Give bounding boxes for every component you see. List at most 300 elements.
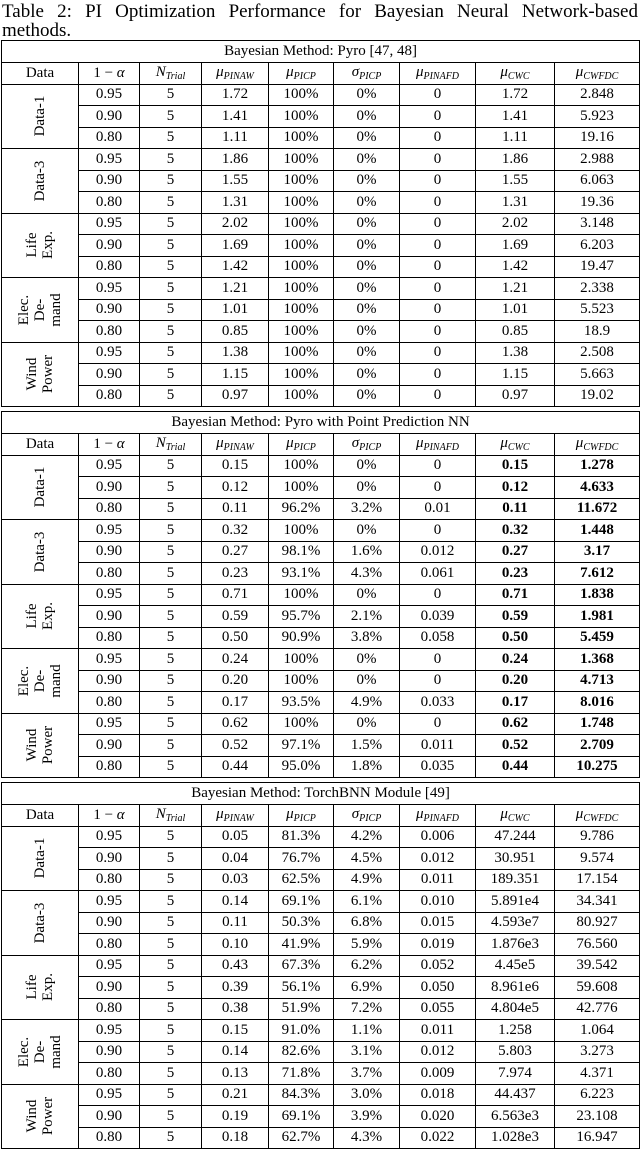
table-cell: 0%: [334, 385, 400, 407]
section-title-row: [2, 783, 640, 805]
dataset-label-line: Data-3: [32, 160, 48, 202]
dataset-label-line: Wind: [24, 728, 40, 762]
table-cell: 1.278: [555, 455, 640, 477]
table-cell: 5: [140, 1063, 202, 1085]
col-header-sigma-picp: [334, 805, 400, 827]
col-header-cwc-symbol: μ: [500, 806, 508, 823]
table-cell: 0.43: [202, 955, 269, 977]
table-cell: 100%: [269, 713, 334, 735]
table-cell: 1.86: [202, 149, 269, 171]
table-cell: 0%: [334, 127, 400, 149]
table-cell: 34.341: [555, 891, 640, 913]
table-row: [2, 541, 640, 563]
table-cell: 0: [400, 385, 476, 407]
table-cell: 18.9: [555, 321, 640, 343]
table-cell: 5: [140, 869, 202, 891]
table-row: [2, 934, 640, 956]
table-cell: 0.50: [202, 627, 269, 649]
dataset-label-line: Exp.: [40, 973, 56, 1002]
table-cell: 0.44: [202, 756, 269, 778]
table-cell: 100%: [269, 106, 334, 128]
table-cell: 5: [140, 1127, 202, 1149]
table-cell: 19.47: [555, 256, 640, 278]
table-cell: 0%: [334, 192, 400, 214]
table-cell: 1.72: [202, 84, 269, 106]
table-cell: 1.748: [555, 713, 640, 735]
dataset-label-line: De-: [32, 298, 48, 322]
col-header-confidence: [79, 434, 140, 456]
table-cell: 0: [400, 127, 476, 149]
table-cell: 1.11: [476, 127, 555, 149]
table-cell: 5: [140, 955, 202, 977]
table-cell: 6.2%: [334, 955, 400, 977]
dataset-label-text: [24, 1097, 56, 1135]
table-row: [2, 385, 640, 407]
header-row: [2, 805, 640, 827]
table-cell: 5: [140, 520, 202, 542]
table-row: [2, 998, 640, 1020]
table-cell: 100%: [269, 385, 334, 407]
table-cell: 5: [140, 364, 202, 386]
table-cell: 0.52: [476, 735, 555, 757]
table-cell: 100%: [269, 84, 334, 106]
col-header-confidence: [79, 63, 140, 85]
table-cell: 5: [140, 670, 202, 692]
table-cell: 0.59: [476, 606, 555, 628]
table-cell: 56.1%: [269, 977, 334, 999]
table-cell: 0.10: [202, 934, 269, 956]
table-cell: 8.961e6: [476, 977, 555, 999]
table-cell: 3.17: [555, 541, 640, 563]
table-cell: 91.0%: [269, 1020, 334, 1042]
dataset-label-line: Elec.: [16, 665, 32, 696]
table-cell: 1.72: [476, 84, 555, 106]
table-row: [2, 563, 640, 585]
dataset-label: [2, 891, 79, 956]
ntrial-symbol: N: [155, 64, 166, 81]
dataset-label-line: Power: [40, 726, 56, 765]
dataset-label-line: Exp.: [40, 231, 56, 260]
dataset-label-text: [24, 355, 56, 393]
table-row: [2, 977, 640, 999]
table-cell: 5: [140, 278, 202, 300]
col-header-data: Data: [2, 434, 79, 456]
table-row: [2, 692, 640, 714]
table-cell: 0%: [334, 321, 400, 343]
table-cell: 1.42: [476, 256, 555, 278]
dataset-label-line: Wind: [24, 357, 40, 391]
table-cell: 5: [140, 321, 202, 343]
table-cell: 3.8%: [334, 627, 400, 649]
table-cell: 0.018: [400, 1084, 476, 1106]
table-cell: 0%: [334, 235, 400, 257]
table-cell: 0.11: [202, 498, 269, 520]
table-cell: 100%: [269, 342, 334, 364]
table-cell: 2.02: [202, 213, 269, 235]
col-header-sigma-picp-subscript: PICP: [359, 71, 382, 83]
table-cell: 0: [400, 364, 476, 386]
table-cell: 95.0%: [269, 756, 334, 778]
col-header-pinafd-symbol: μ: [415, 435, 424, 452]
table-cell: 7.974: [476, 1063, 555, 1085]
table-cell: 1.55: [476, 170, 555, 192]
table-cell: 5.459: [555, 627, 640, 649]
col-header-cwfdc: [555, 805, 640, 827]
table-row: [2, 455, 640, 477]
table-cell: 100%: [269, 477, 334, 499]
table-cell: 2.988: [555, 149, 640, 171]
alpha-symbol: α: [116, 64, 125, 81]
table-cell: 0.80: [79, 192, 140, 214]
table-cell: 0.44: [476, 756, 555, 778]
table-cell: 1.21: [202, 278, 269, 300]
table-cell: 4.633: [555, 477, 640, 499]
table-cell: 69.1%: [269, 891, 334, 913]
table-cell: 0.39: [202, 977, 269, 999]
col-header-pinaw-symbol: μ: [216, 64, 224, 81]
table-cell: 0.24: [476, 649, 555, 671]
col-header-picp-symbol: μ: [286, 435, 294, 452]
table-cell: 3.148: [555, 213, 640, 235]
col-header-cwfdc-subscript: CWFDC: [583, 813, 619, 825]
table-cell: 0.90: [79, 912, 140, 934]
col-header-picp: [269, 63, 334, 85]
table-cell: 5: [140, 1041, 202, 1063]
table-cell: 0.01: [400, 498, 476, 520]
table-cell: 100%: [269, 256, 334, 278]
table-cell: 5: [140, 584, 202, 606]
table-cell: 0.17: [476, 692, 555, 714]
dataset-label-line: Data-1: [32, 466, 48, 508]
table-cell: 0.32: [476, 520, 555, 542]
table-cell: 2.02: [476, 213, 555, 235]
table-cell: 0: [400, 520, 476, 542]
table-cell: 0.95: [79, 1020, 140, 1042]
col-header-cwfdc-subscript: CWFDC: [583, 71, 619, 83]
table-cell: 0.90: [79, 477, 140, 499]
dataset-label-line: Life: [24, 232, 40, 258]
table-cell: 0.80: [79, 321, 140, 343]
table-cell: 0%: [334, 584, 400, 606]
table-cell: 0.012: [400, 1041, 476, 1063]
table-cell: 189.351: [476, 869, 555, 891]
table-cell: 6.8%: [334, 912, 400, 934]
table-body: [2, 41, 640, 1149]
table-cell: 5: [140, 299, 202, 321]
dataset-label-text: [24, 973, 56, 1001]
table-cell: 3.273: [555, 1041, 640, 1063]
col-header-cwc: [476, 805, 555, 827]
table-cell: 0.62: [476, 713, 555, 735]
table-cell: 100%: [269, 192, 334, 214]
table-cell: 0.058: [400, 627, 476, 649]
table-row: [2, 869, 640, 891]
col-header-picp-subscript: PICP: [293, 71, 316, 83]
table-cell: 9.574: [555, 848, 640, 870]
table-cell: 42.776: [555, 998, 640, 1020]
table-cell: 5.523: [555, 299, 640, 321]
table-cell: 2.848: [555, 84, 640, 106]
table-cell: 5: [140, 606, 202, 628]
dataset-label: [2, 713, 79, 778]
table-cell: 51.9%: [269, 998, 334, 1020]
alpha-symbol: α: [116, 435, 125, 452]
table-cell: 0.19: [202, 1106, 269, 1128]
table-cell: 97.1%: [269, 735, 334, 757]
dataset-label: [2, 649, 79, 714]
table-cell: 1.258: [476, 1020, 555, 1042]
table-cell: 0.015: [400, 912, 476, 934]
table-cell: 0.95: [79, 1084, 140, 1106]
table-cell: 0%: [334, 213, 400, 235]
table-cell: 0.95: [79, 891, 140, 913]
table-cell: 39.542: [555, 955, 640, 977]
table-cell: 0.12: [476, 477, 555, 499]
table-cell: 100%: [269, 127, 334, 149]
table-cell: 93.5%: [269, 692, 334, 714]
table-cell: 1.42: [202, 256, 269, 278]
dataset-label: [2, 455, 79, 520]
table-cell: 5: [140, 1084, 202, 1106]
table-cell: 0.95: [79, 149, 140, 171]
dataset-label-text: [16, 293, 64, 326]
dataset-label: [2, 213, 79, 278]
table-row: [2, 127, 640, 149]
table-cell: 82.6%: [269, 1041, 334, 1063]
col-header-pinaw-symbol: μ: [216, 435, 224, 452]
dataset-label-line: Data-1: [32, 95, 48, 137]
table-cell: 98.1%: [269, 541, 334, 563]
table-cell: 100%: [269, 520, 334, 542]
table-cell: 0.95: [79, 342, 140, 364]
dataset-label-line: De-: [32, 1040, 48, 1064]
table-cell: 0: [400, 213, 476, 235]
table-cell: 0.27: [202, 541, 269, 563]
table-cell: 1.41: [202, 106, 269, 128]
table-row: [2, 235, 640, 257]
dataset-label-line: De-: [32, 669, 48, 693]
table-cell: 0%: [334, 342, 400, 364]
table-row: [2, 735, 640, 757]
table-row: [2, 1063, 640, 1085]
table-cell: 1.15: [476, 364, 555, 386]
table-cell: 6.223: [555, 1084, 640, 1106]
table-cell: 0.90: [79, 235, 140, 257]
table-cell: 0.90: [79, 170, 140, 192]
table-row: [2, 84, 640, 106]
table-cell: 5: [140, 455, 202, 477]
table-cell: 1.69: [476, 235, 555, 257]
table-row: [2, 1041, 640, 1063]
table-cell: 50.3%: [269, 912, 334, 934]
table-row: [2, 1127, 640, 1149]
table-cell: 4.3%: [334, 1127, 400, 1149]
dataset-label: [2, 278, 79, 343]
col-header-sigma-picp-symbol: σ: [351, 64, 360, 81]
table-cell: 0.23: [476, 563, 555, 585]
table-cell: 0.03: [202, 869, 269, 891]
table-cell: 0.006: [400, 826, 476, 848]
table-cell: 0.23: [202, 563, 269, 585]
table-row: [2, 321, 640, 343]
table-cell: 0.95: [79, 455, 140, 477]
dataset-label-text: [24, 602, 56, 630]
col-header-ntrial: [140, 434, 202, 456]
table-cell: 4.2%: [334, 826, 400, 848]
table-cell: 5: [140, 627, 202, 649]
table-cell: 0.14: [202, 891, 269, 913]
dataset-label-line: Data-1: [32, 837, 48, 879]
dataset-label: [2, 584, 79, 649]
dataset-label: [2, 342, 79, 407]
section-title: Bayesian Method: TorchBNN Module [49]: [2, 783, 640, 805]
col-header-pinafd: [400, 805, 476, 827]
table-cell: 6.203: [555, 235, 640, 257]
table-row: [2, 520, 640, 542]
table-cell: 96.2%: [269, 498, 334, 520]
table-cell: 67.3%: [269, 955, 334, 977]
table-cell: 0.15: [202, 1020, 269, 1042]
dataset-label-line: mand: [48, 664, 64, 698]
table-cell: 0: [400, 321, 476, 343]
table-cell: 4.9%: [334, 692, 400, 714]
table-cell: 0%: [334, 106, 400, 128]
table-row: [2, 149, 640, 171]
table-cell: 5: [140, 256, 202, 278]
table-cell: 10.275: [555, 756, 640, 778]
table-row: [2, 106, 640, 128]
table-cell: 0.80: [79, 127, 140, 149]
col-header-cwc-symbol: μ: [500, 64, 508, 81]
table-cell: 0.061: [400, 563, 476, 585]
table-row: [2, 606, 640, 628]
table-cell: 0%: [334, 84, 400, 106]
table-cell: 5.663: [555, 364, 640, 386]
dataset-label-text: [32, 531, 48, 572]
table-cell: 5: [140, 735, 202, 757]
table-cell: 4.45e5: [476, 955, 555, 977]
table-cell: 3.9%: [334, 1106, 400, 1128]
table-cell: 0.11: [202, 912, 269, 934]
table-cell: 5: [140, 563, 202, 585]
col-header-pinafd-symbol: μ: [415, 806, 424, 823]
table-cell: 0: [400, 84, 476, 106]
dataset-label: [2, 149, 79, 214]
table-cell: 1.368: [555, 649, 640, 671]
table-cell: 0.80: [79, 1063, 140, 1085]
table-cell: 76.7%: [269, 848, 334, 870]
table-cell: 5: [140, 127, 202, 149]
table-cell: 0%: [334, 278, 400, 300]
table-row: [2, 649, 640, 671]
table-cell: 0.95: [79, 520, 140, 542]
table-cell: 8.016: [555, 692, 640, 714]
col-header-pinaw: [202, 805, 269, 827]
table-cell: 1.11: [202, 127, 269, 149]
table-cell: 19.36: [555, 192, 640, 214]
dataset-label-line: Data-3: [32, 902, 48, 944]
table-cell: 5: [140, 713, 202, 735]
table-cell: 1.064: [555, 1020, 640, 1042]
table-cell: 6.563e3: [476, 1106, 555, 1128]
table-cell: 2.709: [555, 735, 640, 757]
table-cell: 0.95: [79, 649, 140, 671]
table-cell: 4.593e7: [476, 912, 555, 934]
table-row: [2, 192, 640, 214]
table-cell: 0.11: [476, 498, 555, 520]
table-cell: 5: [140, 692, 202, 714]
col-header-picp-symbol: μ: [286, 806, 294, 823]
table-cell: 100%: [269, 364, 334, 386]
table-cell: 0: [400, 670, 476, 692]
table-cell: 0.15: [476, 455, 555, 477]
table-cell: 0.85: [202, 321, 269, 343]
dataset-label-line: Life: [24, 603, 40, 629]
col-header-pinaw-symbol: μ: [216, 806, 224, 823]
table-cell: 1.15: [202, 364, 269, 386]
col-header-sigma-picp: [334, 434, 400, 456]
col-header-data: Data: [2, 63, 79, 85]
table-cell: 1.8%: [334, 756, 400, 778]
table-cell: 1.981: [555, 606, 640, 628]
table-cell: 80.927: [555, 912, 640, 934]
table-cell: 100%: [269, 170, 334, 192]
table-cell: 0.90: [79, 1041, 140, 1063]
table-cell: 4.5%: [334, 848, 400, 870]
table-row: [2, 1020, 640, 1042]
col-header-pinafd: [400, 63, 476, 85]
dataset-label: [2, 520, 79, 585]
table-cell: 0.95: [79, 84, 140, 106]
col-header-sigma-picp-subscript: PICP: [359, 813, 382, 825]
table-cell: 6.1%: [334, 891, 400, 913]
table-cell: 1.5%: [334, 735, 400, 757]
section-title: Bayesian Method: Pyro [47, 48]: [2, 41, 640, 63]
table-cell: 0.033: [400, 692, 476, 714]
section-title: Bayesian Method: Pyro with Point Prediction NN: [2, 412, 640, 434]
table-cell: 0.95: [79, 278, 140, 300]
dataset-label-line: Elec.: [16, 294, 32, 325]
table-row: [2, 342, 640, 364]
table-cell: 2.508: [555, 342, 640, 364]
col-header-pinaw-subscript: PINAW: [223, 71, 254, 83]
table-cell: 100%: [269, 149, 334, 171]
dataset-label-text: [24, 231, 56, 259]
dataset-label: [2, 84, 79, 149]
table-row: [2, 670, 640, 692]
dataset-label: [2, 955, 79, 1020]
dataset-label-text: [32, 467, 48, 508]
ntrial-subscript: Trial: [165, 813, 186, 825]
table-cell: 5: [140, 934, 202, 956]
table-cell: 0%: [334, 299, 400, 321]
table-cell: 9.786: [555, 826, 640, 848]
dataset-label: [2, 1020, 79, 1085]
table-cell: 100%: [269, 455, 334, 477]
table-cell: 62.5%: [269, 869, 334, 891]
table-cell: 0.97: [202, 385, 269, 407]
table-cell: 0.17: [202, 692, 269, 714]
table-cell: 84.3%: [269, 1084, 334, 1106]
table-cell: 0.97: [476, 385, 555, 407]
table-row: [2, 299, 640, 321]
table-row: [2, 1084, 640, 1106]
table-cell: 0%: [334, 170, 400, 192]
table-row: [2, 627, 640, 649]
table-cell: 0: [400, 235, 476, 257]
dataset-label-text: [16, 664, 64, 697]
results-table: [1, 40, 640, 1149]
